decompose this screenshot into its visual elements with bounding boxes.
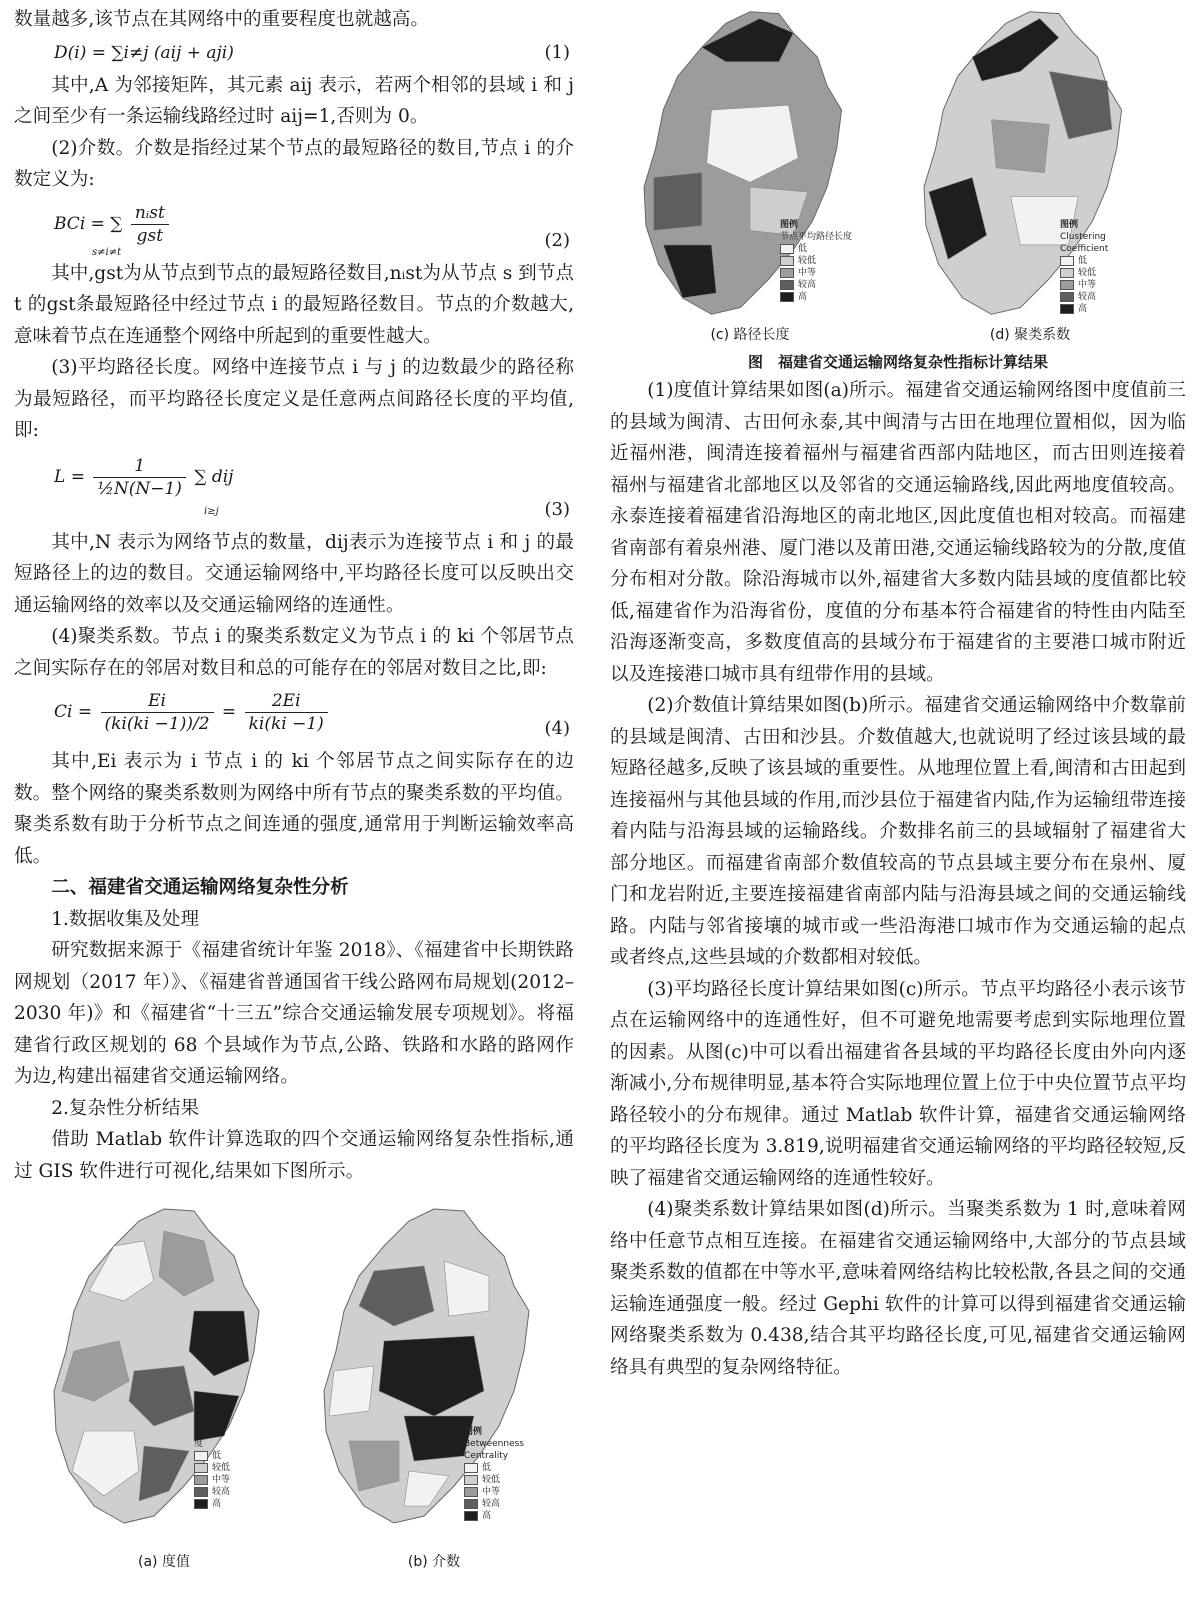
left-column <box>14 4 574 1581</box>
paragraph: 其中,Ei 表示为 i 节点 i 的 ki 个邻居节点之间实际存在的边数。整个网络的聚类系数则为网络中所有节点的聚类系数的平均值。聚类系数有助于分析节点之间连通的强度,通常用于判断运输效率高低。 <box>14 751 574 867</box>
paragraph: 其中,N 表示为网络节点的数量，dij表示为连接节点 i 和 j 的最短路径上的边的数目。交通运输网络中,平均路径长度可以反映出交通运输网络的效率以及交通运输网络的连通性。 <box>14 531 574 616</box>
legend-d: 图例 Clustering Coefficient 低 较低 中等 较高 高 <box>1060 220 1109 314</box>
formula-fraction <box>93 455 186 500</box>
figure-maps-ab <box>14 1201 574 1581</box>
formula-4 <box>14 684 574 746</box>
denominator: gst <box>136 225 164 246</box>
paragraph: (2)介数。介数是指经过某个节点的最短路径的数目,节点 i 的介数定义为: <box>14 137 574 190</box>
formula-fraction <box>245 690 328 735</box>
equation-number: (2) <box>544 229 570 251</box>
map-path-length <box>630 4 870 322</box>
map-betweenness <box>314 1201 554 1531</box>
formula-3 <box>14 447 574 527</box>
equation-number: (3) <box>544 498 570 520</box>
paragraph: (2)介数值计算结果如图(b)所示。福建省交通运输网络中介数靠前的县域是闽清、古田和沙县。介数值越大,也就说明了经过该县域的最短路径越多,反映了该县域的重要性。从地理位置上看,闽清和古田起到连接福州与其他县域的作用,而沙县位于福建省内陆,作为运输纽带连接着内陆与沿海县域的运输路线。介数排名前三的县域辐射了福建省大部分地区。而福建省南部介数值较高的节点县域主要分布在泉州、厦门和龙岩附近,主要连接福建省南部内陆与沿海县域之间的交通运输线路。内陆与邻省接壤的城市或一些沿海港口城市作为交通运输的起点或者终点,这些县域的介数都相对较低。 <box>610 695 1186 968</box>
formula-lhs: BCi = ∑ <box>54 213 123 234</box>
paragraph: (3)平均路径长度计算结果如图(c)所示。节点平均路径小表示该节点在运输网络中的连通性好，但不可避免地需要考虑到实际地理位置的因素。从图(c)中可以看出福建省各县域的平均路径长度由外向内逐渐减小,分布规律明显,基本符合实际地理位置上位于中央位置节点平均路径较小的分布规律。通过 Matlab 软件计算，福建省交通运输网络的平均路径长度为 3.819,说明福建省交通运输网络的平均路径较短,反映了福建省交通运输网络的连通性较好。 <box>610 978 1186 1189</box>
figure-title: 图 福建省交通运输网络复杂性指标计算结果 <box>747 353 1048 371</box>
legend-b: 图例 Betweenness Centrality 低 较低 中等 较高 高 <box>464 1427 524 1521</box>
numerator: nᵢst <box>131 202 169 225</box>
paragraph: (4)聚类系数。节点 i 的聚类系数定义为节点 i 的 ki 个邻居节点之间实际存在的邻居对数目和总的可能存在的邻居对数目之比,即: <box>14 626 574 679</box>
sum-subscript: s≠i≠t <box>92 246 122 258</box>
right-column <box>610 4 1186 1383</box>
equals-sign: = <box>221 702 237 722</box>
section-heading: 二、福建省交通运输网络复杂性分析 <box>51 877 349 898</box>
formula-1 <box>14 36 574 70</box>
subsection-heading: 2.复杂性分析结果 <box>51 1097 200 1119</box>
numerator: 1 <box>93 455 186 478</box>
paragraph: 其中,A 为邻接矩阵，其元素 aij 表示，若两个相邻的县域 i 和 j 之间至少有一条运输线路经过时 aij=1,否则为 0。 <box>14 74 574 127</box>
formula-lhs: Ci = <box>54 702 93 722</box>
caption-c: (c) 路径长度 <box>710 327 790 343</box>
legend-a: 图例 度 低 较低 中等 较高 高 <box>194 1427 231 1509</box>
paragraph: (3)平均路径长度。网络中连接节点 i 与 j 的边数最少的路径称为最短路径，而平均路径长度定义是任意两点间路径长度的平均值,即: <box>14 357 574 441</box>
denominator: ½N(N−1) <box>97 478 182 499</box>
formula-fraction <box>131 202 169 247</box>
equation-number: (4) <box>544 718 570 739</box>
sum-subscript: i≥j <box>204 505 219 517</box>
legend-c: 图例 节点平均路径长度 低 较低 中等 较高 高 <box>780 220 853 302</box>
equation-number: (1) <box>544 41 570 63</box>
caption-a: (a) 度值 <box>138 1554 190 1570</box>
paragraph: (4)聚类系数计算结果如图(d)所示。当聚类系数为 1 时,意味着网络中任意节点相互连接。在福建省交通运输网络中,大部分的节点县域聚类系数的值都在中等水平,意味着网络结构比较松散,各县之间的交通运输连通强度一般。经过 Gephi 软件的计算可以得到福建省交通运输网络聚类系数为 0.438,结合其平均路径长度,可见,福建省交通运输网络具有典型的复杂网络特征。 <box>610 1199 1186 1378</box>
caption-d: (d) 聚类系数 <box>989 327 1071 343</box>
formula-fraction <box>101 690 214 735</box>
caption-b: (b) 介数 <box>407 1554 461 1570</box>
denominator: ki(ki −1) <box>248 714 324 734</box>
paragraph: (1)度值计算结果如图(a)所示。福建省交通运输网络图中度值前三的县域为闽清、古田何永泰,其中闽清与古田在地理位置相似，因为临近福州港，闽清连接着福州与福建省西部内陆地区，而古田则连接着福州与福建省北部地区以及邻省的交通运输路线,因此两地度值较高。永泰连接着福建省沿海地区的南北地区,因此度值也相对较高。而福建省南部有着泉州港、厦门港以及莆田港,交通运输线路较为的分散,度值分布相对分散。除沿海城市以外,福建省大多数内陆县域的度值都比较低,福建省作为沿海省份，度值的分布基本符合福建省的特性由内陆至沿海逐渐变高，多数度值高的县域分布于福建省的主要港口城市附近以及连接港口城市具有纽带作用的县域。 <box>610 380 1186 685</box>
denominator: (ki(ki −1))/2 <box>104 714 210 734</box>
numerator: Ei <box>101 690 214 713</box>
subsection-heading: 1.数据收集及处理 <box>51 908 200 930</box>
formula-expression: D(i) = ∑i≠j (aij + aji) <box>54 42 234 63</box>
figure-maps-cd <box>610 4 1186 349</box>
paragraph: 数量越多,该节点在其网络中的重要程度也就越高。 <box>14 9 429 30</box>
formula-2 <box>14 196 574 258</box>
map-a-svg <box>44 1201 284 1531</box>
numerator: 2Ei <box>245 690 328 713</box>
formula-lhs: L = <box>54 466 85 487</box>
formula-sum: ∑ dij <box>194 466 234 487</box>
paragraph: 研究数据来源于《福建省统计年鉴 2018》、《福建省中长期铁路网规划（2017 年）》、《福建省普通国省干线公路网布局规划(2012–2030 年)》和《福建省“十三五”综合交通运输发展专项规划》。将福建省行政区规划的 68 个县域作为节点,公路、铁路和水路的路网作为边,构建出福建省交通运输网络。 <box>14 940 574 1087</box>
map-degree <box>44 1201 284 1531</box>
paragraph: 其中,gst为从节点到节点的最短路径数目,nᵢst为从节点 s 到节点 t 的gst条最短路径中经过节点 i 的最短路径数目。节点的介数越大,意味着节点在连通整个网络中所起到的重要性越大。 <box>14 262 574 347</box>
paragraph: 借助 Matlab 软件计算选取的四个交通运输网络复杂性指标,通过 GIS 软件进行可视化,结果如下图所示。 <box>14 1129 574 1182</box>
map-clustering <box>910 4 1150 322</box>
